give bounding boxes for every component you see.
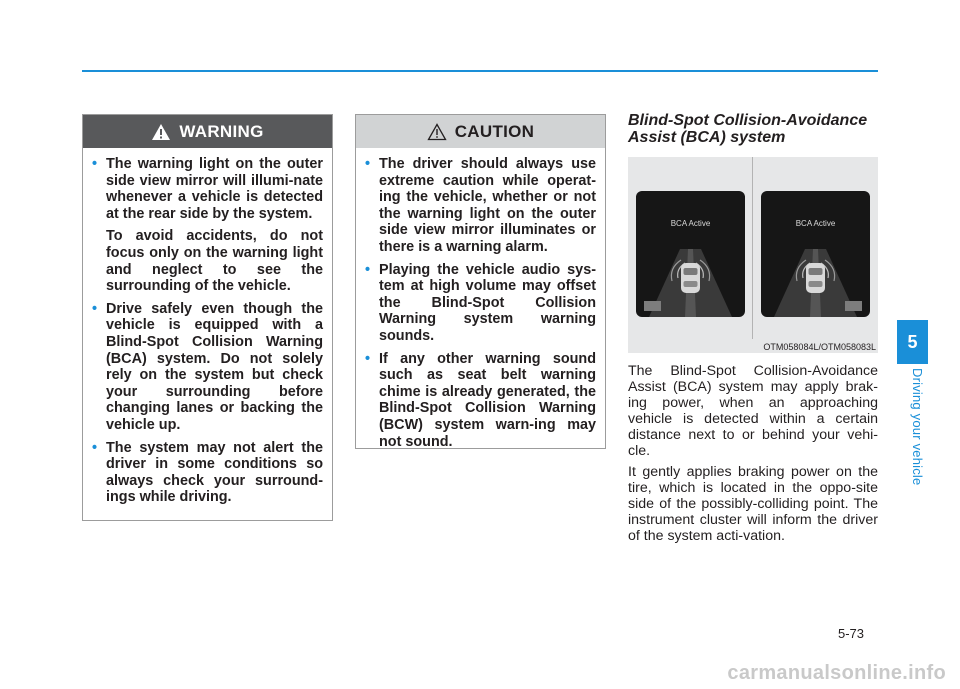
chapter-title: Driving your vehicle — [910, 368, 925, 486]
warning-item-1-text: The warning light on the outer side view mirror will illumi-nate whenever a vehicle is detected at the rear side by the system. — [106, 156, 323, 222]
list-item — [92, 440, 323, 506]
caution-list — [356, 148, 605, 450]
bullet-icon: • — [365, 350, 371, 367]
bca-display-right-graphic — [761, 191, 870, 317]
caution-item-1-text: The driver should always use extreme caution while operat-ing the vehicle, whether or not the warning light on the outer side view mirror illuminates or there is a warning alarm. — [379, 156, 596, 255]
figure-caption: OTM058084L/OTM058083L — [763, 342, 876, 352]
warning-item-3-text: The system may not alert the driver in some conditions so always check your surround-ings while driving. — [106, 439, 323, 506]
bullet-icon: • — [92, 300, 98, 317]
bullet-icon: • — [92, 156, 98, 172]
chapter-tab: 5 — [897, 320, 928, 364]
warning-item-1-subtext: To avoid accidents, do not focus only on the warning light and neglect to see the surrounding of the vehicle. — [106, 228, 323, 295]
body-paragraph-1: The Blind-Spot Collision-Avoidance Assist (BCA) system may apply brak-ing power, when an approaching vehicle is detected within a certain distance next to or behind your vehi-cle. — [628, 363, 878, 459]
cluster-screen-right — [761, 191, 870, 317]
body-paragraph-2: It gently applies braking power on the tire, which is located in the oppo-site side of the possibly-colliding point. The instrument cluster will inform the driver of the system acti-vation. — [628, 464, 878, 545]
warning-title: WARNING — [179, 121, 264, 141]
section-body — [628, 364, 878, 545]
caution-box — [355, 114, 606, 449]
caution-title: CAUTION — [454, 121, 535, 141]
figure-divider — [752, 157, 753, 339]
caution-item-3-text: If any other warning sound such as seat belt warning chime is already generated, the Blind-Spot Collision Warning (BCW) system warn-ing may not sound. — [379, 350, 596, 450]
list-item — [365, 262, 596, 345]
warning-triangle-icon — [151, 123, 171, 141]
page-number: 5-73 — [838, 626, 865, 641]
top-rule — [82, 70, 878, 72]
section-title: Blind-Spot Collision-Avoidance Assist (BCA) system — [628, 112, 868, 146]
bca-figure — [628, 157, 878, 353]
bca-display-left-graphic — [636, 191, 745, 317]
list-item — [365, 351, 596, 451]
warning-box — [82, 114, 333, 521]
bca-active-label-left: BCA Active — [670, 219, 711, 228]
bca-active-label-right: BCA Active — [795, 219, 836, 228]
list-item — [92, 156, 323, 295]
bullet-icon: • — [365, 156, 371, 172]
bullet-icon: • — [365, 261, 371, 278]
right-column — [628, 112, 878, 545]
warning-list — [83, 148, 332, 506]
caution-header — [356, 115, 605, 148]
watermark: carmanualsonline.info — [727, 662, 946, 684]
warning-item-2-text: Drive safely even though the vehicle is equipped with a Blind-Spot Collision Warning (BCA) system. Do not solely rely on the system but check your surrounding before changing lanes or backing the vehicle up. — [106, 300, 323, 433]
warning-header — [83, 115, 332, 148]
caution-item-2-text: Playing the vehicle audio sys-tem at high volume may offset the Blind-Spot Collision Warning system warning sounds. — [379, 261, 596, 344]
cluster-screen-left — [636, 191, 745, 317]
caution-triangle-icon — [427, 123, 447, 141]
bullet-icon: • — [92, 439, 98, 456]
list-item — [92, 301, 323, 434]
list-item — [365, 156, 596, 256]
